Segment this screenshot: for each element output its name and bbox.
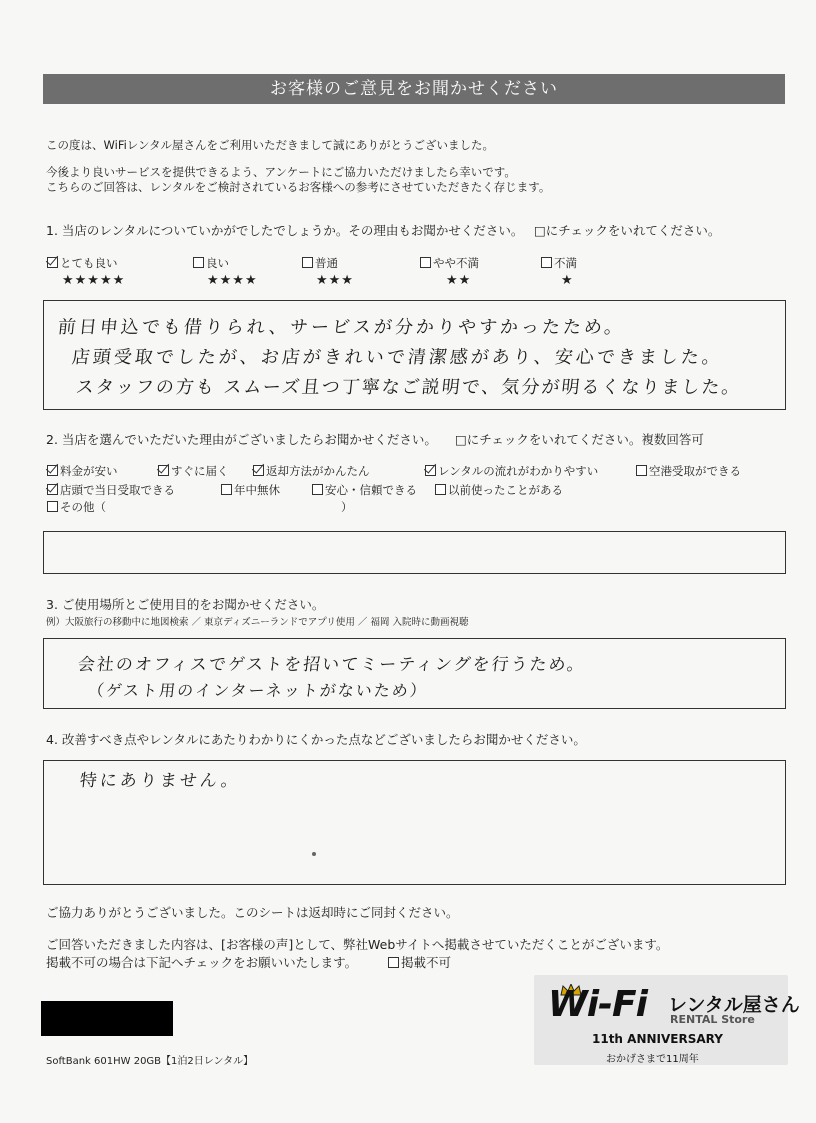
checkbox[interactable] bbox=[302, 257, 313, 268]
q4-answer: 特にありません。 bbox=[78, 771, 242, 791]
checkbox-checked[interactable] bbox=[253, 465, 264, 476]
option-label: やや不満 bbox=[433, 256, 479, 270]
rating-stars: ★★★★★ bbox=[62, 273, 126, 288]
checkbox[interactable] bbox=[221, 484, 232, 495]
checkbox[interactable] bbox=[420, 257, 431, 268]
q1-answer-line-1: 前日申込でも借りられ、サービスが分かりやすかったため。 bbox=[56, 317, 627, 338]
checkbox-checked[interactable] bbox=[47, 465, 58, 476]
option-label: すぐに届く bbox=[171, 464, 229, 478]
q4-question: 4. 改善すべき点やレンタルにあたりわかりにくかった点などございましたらお聞かせください。 bbox=[46, 732, 586, 747]
q1-option-good[interactable] bbox=[193, 256, 229, 271]
logo-store-text: RENTAL Store bbox=[670, 1013, 755, 1026]
q2-option-used-before[interactable] bbox=[435, 483, 563, 498]
q1-option-average[interactable] bbox=[302, 256, 338, 271]
q2-option-open-every-day[interactable] bbox=[221, 483, 280, 498]
redacted-block bbox=[41, 1001, 173, 1036]
rating-stars: ★★ bbox=[446, 273, 472, 288]
option-label: 年中無休 bbox=[234, 483, 280, 497]
q1-option-dissatisfied[interactable] bbox=[541, 256, 577, 271]
intro-line-2: 今後より良いサービスを提供できるよう、アンケートにご協力いただけましたら幸いです。 bbox=[46, 165, 516, 179]
q2-option-low-price[interactable] bbox=[47, 464, 118, 479]
q2-option-easy-return[interactable] bbox=[253, 464, 370, 479]
option-label: 返却方法がかんたん bbox=[266, 464, 370, 478]
logo-wifi-text: Wi-Fi bbox=[548, 984, 647, 1025]
option-label: 安心・信頼できる bbox=[325, 483, 417, 497]
checkbox[interactable] bbox=[636, 465, 647, 476]
publish-note: ご回答いただきました内容は、[お客様の声]として、弊社Webサイトへ掲載させていただくことがございます。 bbox=[46, 937, 669, 952]
q1-answer-line-3: スタッフの方も スムーズ且つ丁寧なご説明で、気分が明るくなりました。 bbox=[74, 377, 743, 398]
rating-stars: ★ bbox=[561, 273, 574, 288]
checkbox[interactable] bbox=[312, 484, 323, 495]
checkbox[interactable] bbox=[47, 501, 58, 512]
option-label: 空港受取ができる bbox=[649, 464, 741, 478]
intro-line-1: この度は、WiFiレンタル屋さんをご利用いただきまして誠にありがとうございました。 bbox=[46, 138, 495, 152]
checkbox-checked[interactable] bbox=[47, 257, 58, 268]
q1-answer-line-2: 店頭受取でしたが、お店がきれいで清潔感があり、安心できました。 bbox=[70, 347, 724, 368]
q2-option-trustworthy[interactable] bbox=[312, 483, 417, 498]
q2-option-fast-delivery[interactable] bbox=[158, 464, 229, 479]
logo-rental-text: レンタル屋さん bbox=[668, 994, 800, 1016]
option-label: 掲載不可 bbox=[401, 955, 452, 970]
q2-option-other[interactable] bbox=[47, 500, 106, 515]
option-label: レンタルの流れがわかりやすい bbox=[438, 464, 599, 478]
q2-option-clear-process[interactable] bbox=[425, 464, 598, 479]
opt-out-option[interactable] bbox=[388, 953, 451, 971]
option-label: 普通 bbox=[315, 256, 338, 270]
logo-tagline-text: おかげさまで11周年 bbox=[606, 1054, 699, 1065]
option-label: その他（ bbox=[60, 500, 106, 514]
thanks-text: ご協力ありがとうございました。このシートは返却時にご同封ください。 bbox=[46, 905, 459, 920]
q3-answer-line-1: 会社のオフィスでゲストを招いてミーティングを行うため。 bbox=[76, 655, 587, 675]
stray-mark bbox=[312, 852, 316, 856]
checkbox-checked[interactable] bbox=[158, 465, 169, 476]
checkbox[interactable] bbox=[541, 257, 552, 268]
rating-stars: ★★★★ bbox=[207, 273, 258, 288]
q3-example: 例）大阪旅行の移動中に地図検索 ／ 東京ディズニーランドでアプリ使用 ／ 福岡 入院時に動画視聴 bbox=[46, 617, 469, 628]
q2-instruction: □にチェックをいれてください。複数回答可 bbox=[455, 432, 704, 447]
q2-option-airport-pickup[interactable] bbox=[636, 464, 741, 479]
q1-option-somewhat-dissatisfied[interactable] bbox=[420, 256, 479, 271]
q3-answer-line-2: （ゲスト用のインターネットがないため） bbox=[86, 681, 429, 700]
option-label: とても良い bbox=[60, 256, 118, 270]
checkbox[interactable] bbox=[388, 957, 399, 968]
checkbox-checked[interactable] bbox=[47, 484, 58, 495]
q2-answer-box[interactable] bbox=[43, 531, 786, 574]
option-label: 以前使ったことがある bbox=[448, 483, 563, 497]
option-label: 料金が安い bbox=[60, 464, 118, 478]
option-label: 店頭で当日受取できる bbox=[60, 483, 175, 497]
q2-option-store-pickup[interactable] bbox=[47, 483, 175, 498]
page-title: お客様のご意見をお聞かせください bbox=[43, 74, 785, 104]
checkbox-checked[interactable] bbox=[425, 465, 436, 476]
option-label: 良い bbox=[206, 256, 229, 270]
q1-instruction: □にチェックをいれてください。 bbox=[534, 223, 721, 238]
q1-option-very-good[interactable] bbox=[47, 256, 118, 271]
q2-question: 2. 当店を選んでいただいた理由がございましたらお聞かせください。 bbox=[46, 432, 437, 447]
option-label: 不満 bbox=[554, 256, 577, 270]
q2-other-close-paren: ） bbox=[341, 500, 353, 514]
q1-question: 1. 当店のレンタルについていかがでしたでしょうか。その理由もお聞かせください。 bbox=[46, 223, 524, 238]
checkbox[interactable] bbox=[193, 257, 204, 268]
checkbox[interactable] bbox=[435, 484, 446, 495]
rating-stars: ★★★ bbox=[316, 273, 354, 288]
logo-anniversary-text: 11th ANNIVERSARY bbox=[592, 1032, 723, 1046]
publish-opt-out-note: 掲載不可の場合は下記へチェックをお願いいたします。 bbox=[46, 955, 358, 970]
intro-line-3: こちらのご回答は、レンタルをご検討されているお客様への参考にさせていただきたく存じます。 bbox=[46, 180, 551, 194]
q3-question: 3. ご使用場所とご使用目的をお聞かせください。 bbox=[46, 597, 325, 612]
product-info: SoftBank 601HW 20GB【1泊2日レンタル】 bbox=[46, 1056, 254, 1067]
